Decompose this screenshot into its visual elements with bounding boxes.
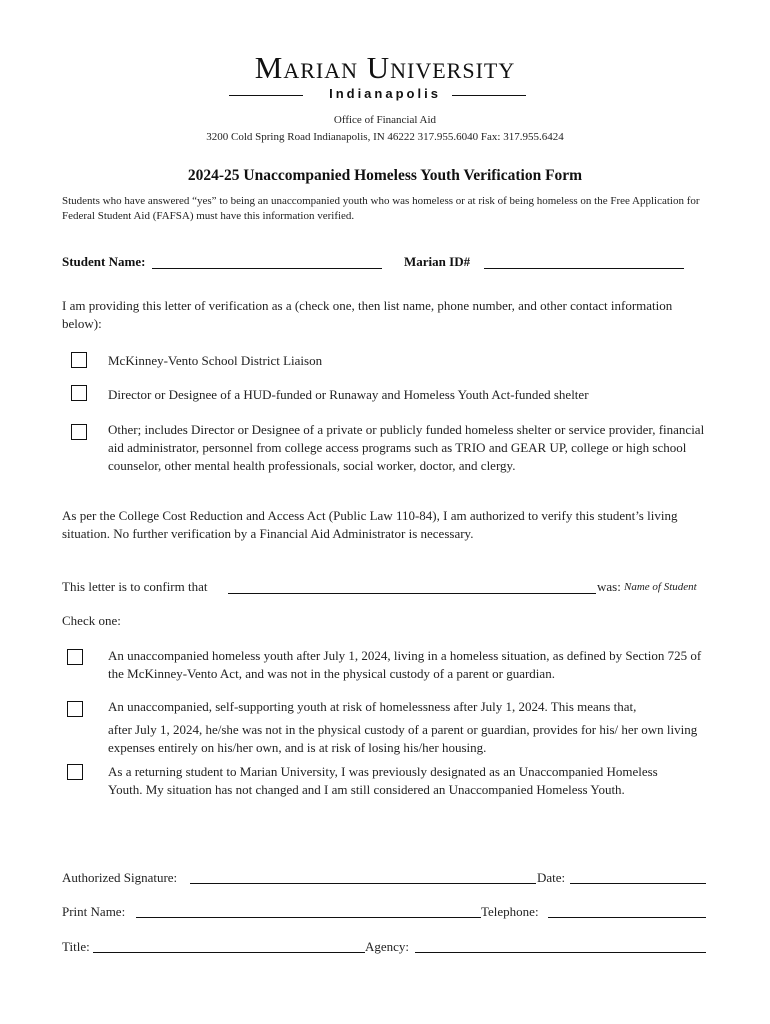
date-label: Date: [537,870,566,885]
agency-field[interactable] [415,952,706,953]
form-title: 2024-25 Unaccompanied Homeless Youth Verification Form [187,167,583,184]
print-name-label: Print Name: [62,904,126,919]
marian-id-field[interactable] [484,268,684,269]
signature-field[interactable] [190,883,536,884]
confirm-suffix: was: [597,579,621,594]
confirm-hint: Name of Student [624,581,697,593]
telephone-label: Telephone: [481,904,539,919]
checkbox-hud-shelter[interactable] [71,385,87,401]
student-name-confirm-field[interactable] [228,593,596,594]
checkbox-liaison[interactable] [71,352,87,368]
campus-name: Indianapolis [329,86,441,101]
option-other: Other; includes Director or Designee of a private or publicly funded homeless shelter or service provider, financial aid administrator, personnel from college access programs such as TRIO and GEAR UP, college or high school counselor, other mental health professionals, social worker, doctor, and clergy. [108,422,705,473]
office-name: Office of Financial Aid [333,114,437,126]
option-homeless-youth: An unaccompanied homeless youth after July 1, 2024, living in a homeless situation, as defined by Section 725 of the McKinney-Vento Act, and was not in the physical custody of a parent or guardian. [108,648,702,681]
form-intro: Students who have answered “yes” to being an unaccompanied youth who was homeless or at risk of being homeless on the Free Application for Federal Student Aid (FAFSA) must have this information verified. [62,195,700,222]
option-at-risk-continued: after July 1, 2024, he/she was not in the physical custody of a parent or guardian, provides for his/ her own living expenses entirely on his/her own, and is at risk of losing his/her housing. [108,722,698,755]
confirm-prefix: This letter is to confirm that [62,579,208,594]
marian-id-label: Marian ID# [404,254,471,269]
university-logo-text: Marian University [254,50,516,85]
signature-label: Authorized Signature: [62,870,178,885]
check-one-label: Check one: [62,613,121,628]
title-field[interactable] [93,952,365,953]
student-name-field[interactable] [152,268,382,269]
option-returning-student: As a returning student to Marian University, I was previously designated as an Unaccompanied Homeless Youth. My situation has not changed and I am still considered an Unaccompanied Homeless Youth. [108,764,658,797]
checkbox-returning-student[interactable] [67,764,83,780]
option-hud-shelter: Director or Designee of a HUD-funded or Runaway and Homeless Youth Act-funded shelter [108,387,589,402]
title-label: Title: [62,939,90,954]
date-field[interactable] [570,883,706,884]
agency-label: Agency: [365,939,410,954]
option-at-risk: An unaccompanied, self-supporting youth at risk of homelessness after July 1, 2024. This means that, [108,699,637,714]
print-name-field[interactable] [136,917,481,918]
office-address: 3200 Cold Spring Road Indianapolis, IN 46222 317.955.6040 Fax: 317.955.6424 [206,131,564,143]
telephone-field[interactable] [548,917,706,918]
student-name-label: Student Name: [62,254,146,269]
checkbox-at-risk[interactable] [67,701,83,717]
option-liaison: McKinney-Vento School District Liaison [108,353,323,368]
checkbox-homeless-youth[interactable] [67,649,83,665]
verifier-instructions: I am providing this letter of verification as a (check one, then list name, phone number, and other contact information below): [62,298,673,331]
authority-statement: As per the College Cost Reduction and Access Act (Public Law 110-84), I am authorized to verify this student’s living situation. No further verification by a Financial Aid Administrator is necessary. [62,508,678,541]
checkbox-other[interactable] [71,424,87,440]
